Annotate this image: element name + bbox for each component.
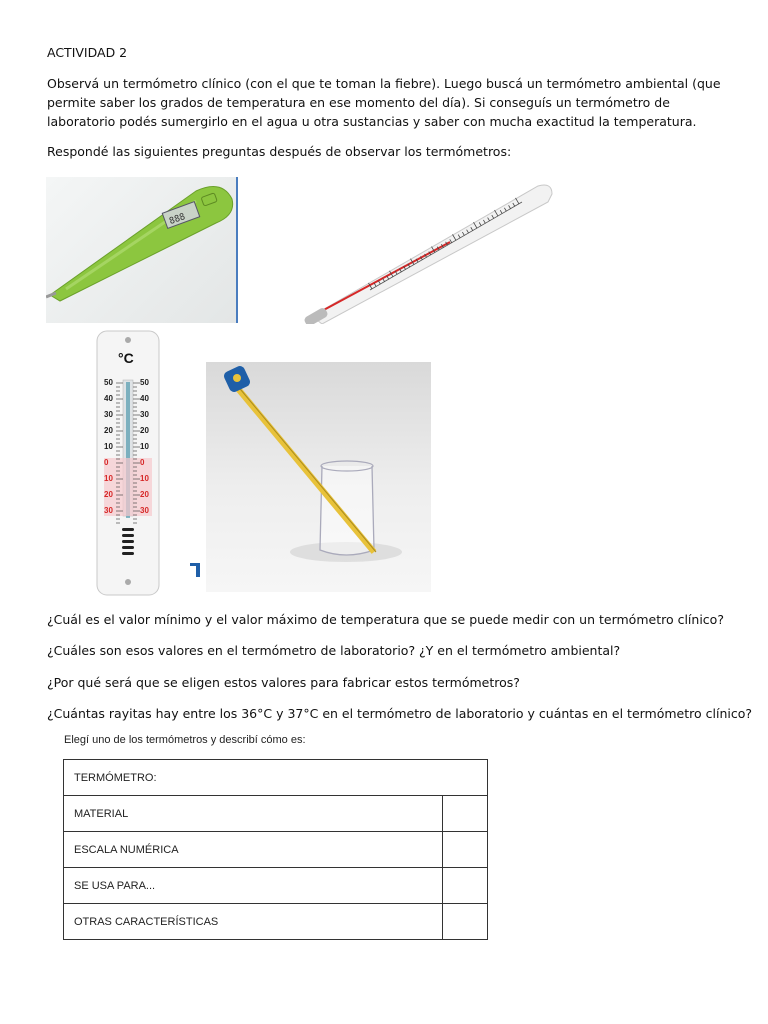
row-label: ESCALA NUMÉRICA xyxy=(64,832,443,868)
ambient-scale-label: 20 xyxy=(104,426,113,435)
ambient-scale-label: 40 xyxy=(104,394,113,403)
activity-title: ACTIVIDAD 2 xyxy=(47,45,128,60)
ambient-scale-label: 20 xyxy=(140,426,149,435)
table-header-cell: TERMÓMETRO: xyxy=(64,760,488,796)
question-2: ¿Cuáles son esos valores en el termómetro de laboratorio? ¿Y en el termómetro ambiental? xyxy=(47,643,621,658)
instructions-text: Respondé las siguientes preguntas después de observar los termómetros: xyxy=(47,144,512,159)
row-label: SE USA PARA... xyxy=(64,868,443,904)
ambient-scale-label: 10 xyxy=(104,442,113,451)
ambient-scale-label: 50 xyxy=(140,378,149,387)
ambient-scale-label: 20 xyxy=(140,490,149,499)
ambient-scale-label: 10 xyxy=(104,474,113,483)
digital-thermometer-photo xyxy=(46,177,238,323)
question-1: ¿Cuál es el valor mínimo y el valor máximo de temperatura que se puede medir con un termómetro clínico? xyxy=(47,612,724,627)
row-label: OTRAS CARACTERÍSTICAS xyxy=(64,904,443,940)
table-row xyxy=(64,904,488,940)
answer-cell[interactable] xyxy=(443,832,488,868)
ambient-scale-label: 0 xyxy=(140,458,145,467)
intro-paragraph: Observá un termómetro clínico (con el que te toman la fiebre). Luego buscá un termómetro ambiental (que permite saber los grados de temperatura en ese momento del día). Si conseguís un termómetro de laboratorio podés sumergirlo en el agua u otra sustancias y saber con mucha exactitud la temperatura. xyxy=(47,76,721,129)
row-label: MATERIAL xyxy=(64,796,443,832)
answer-cell[interactable] xyxy=(443,868,488,904)
table-row xyxy=(64,832,488,868)
ambient-scale-label: 30 xyxy=(104,410,113,419)
table-row xyxy=(64,796,488,832)
ambient-scale-label: 30 xyxy=(104,506,113,515)
question-4: ¿Cuántas rayitas hay entre los 36°C y 37°C en el termómetro de laboratorio y cuántas en el termómetro clínico? xyxy=(47,706,752,721)
answer-cell[interactable] xyxy=(443,904,488,940)
ambient-scale-label: 20 xyxy=(104,490,113,499)
ambient-thermometer-photo xyxy=(96,330,160,596)
answer-cell[interactable] xyxy=(443,796,488,832)
svg-text:888: 888 xyxy=(168,212,187,227)
ambient-scale-label: 40 xyxy=(140,394,149,403)
table-caption: Elegí uno de los termómetros y describí cómo es: xyxy=(64,734,306,746)
glass-clinical-thermometer-photo xyxy=(290,172,555,324)
blue-mark xyxy=(190,563,200,577)
ambient-scale-label: 50 xyxy=(104,378,113,387)
ambient-scale-label: 30 xyxy=(140,410,149,419)
ambient-scale-label: 10 xyxy=(140,442,149,451)
question-3: ¿Por qué será que se eligen estos valores para fabricar estos termómetros? xyxy=(47,675,520,690)
ambient-scale-label: 0 xyxy=(104,458,109,467)
ambient-scale-label: 30 xyxy=(140,506,149,515)
table-row xyxy=(64,868,488,904)
ambient-scale-label: 10 xyxy=(140,474,149,483)
description-table xyxy=(63,759,488,940)
ambient-unit-label: °C xyxy=(118,350,134,366)
lab-thermometer-photo xyxy=(206,362,431,592)
